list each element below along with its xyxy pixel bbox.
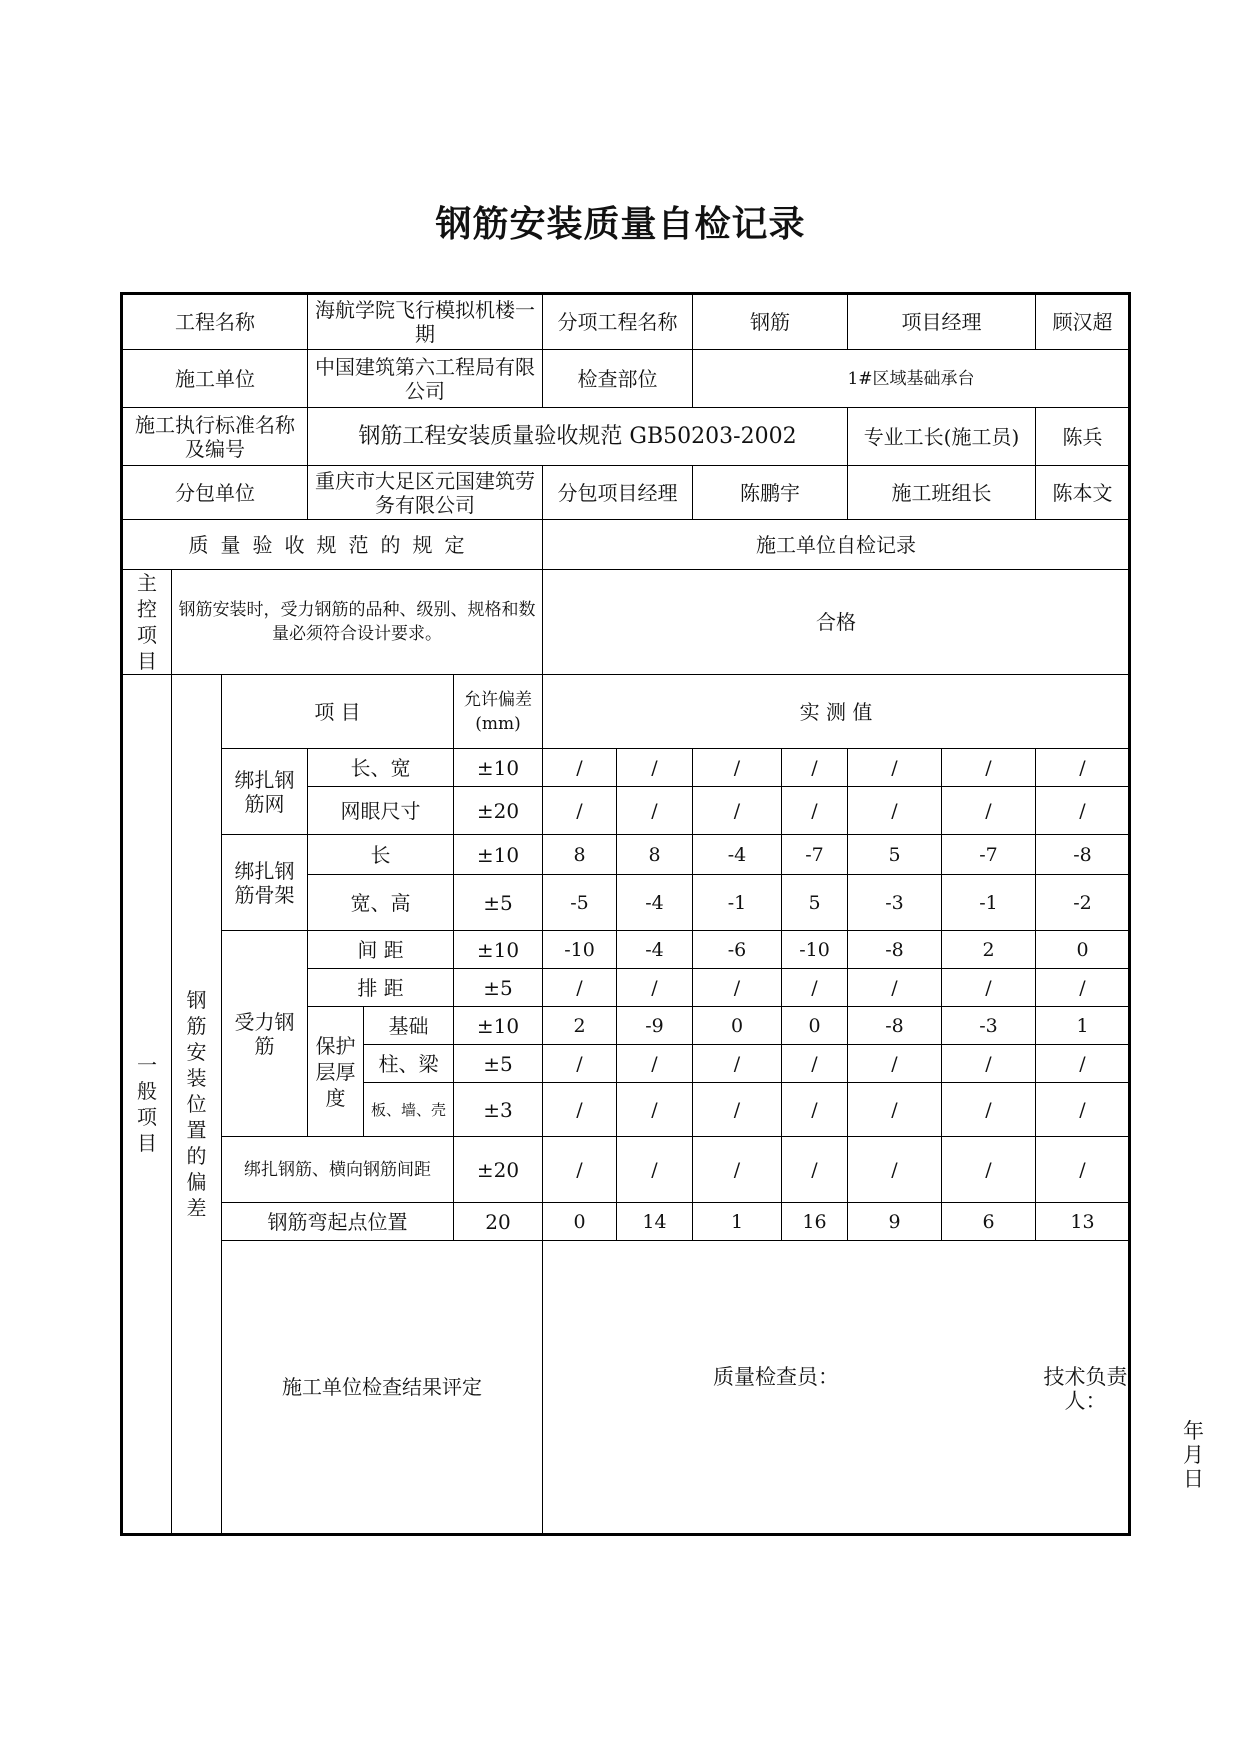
measured-value: -10 <box>543 931 617 969</box>
item-label: 柱、梁 <box>364 1045 454 1083</box>
measured-value: 8 <box>543 835 617 875</box>
measured-value: 6 <box>942 1203 1036 1241</box>
tolerance-value: ±10 <box>454 835 543 875</box>
measured-value: / <box>782 969 848 1007</box>
subcontractor-label: 分包单位 <box>122 466 308 520</box>
measured-value: -3 <box>942 1007 1036 1045</box>
measured-value: / <box>848 787 942 835</box>
measured-value: 2 <box>942 931 1036 969</box>
measured-value: -9 <box>617 1007 693 1045</box>
main-control-result: 合格 <box>543 570 1130 675</box>
measured-value: -7 <box>942 835 1036 875</box>
measured-value: / <box>942 749 1036 787</box>
measured-value: 16 <box>782 1203 848 1241</box>
item-label: 钢筋弯起点位置 <box>222 1203 454 1241</box>
tolerance-value: ±20 <box>454 1137 543 1203</box>
measured-value: / <box>1036 969 1130 1007</box>
main-control-label: 主控项目 <box>122 570 172 675</box>
measured-value: / <box>617 1083 693 1137</box>
tolerance-value: ±5 <box>454 1045 543 1083</box>
measured-value: / <box>942 787 1036 835</box>
project-name-label: 工程名称 <box>122 294 308 350</box>
contractor-label: 施工单位 <box>122 350 308 408</box>
project-name-value: 海航学院飞行模拟机楼一期 <box>308 294 543 350</box>
measured-value: / <box>617 969 693 1007</box>
measured-value: -1 <box>693 875 782 931</box>
measured-value: / <box>782 1083 848 1137</box>
measured-value: / <box>848 1045 942 1083</box>
measured-value: 1 <box>693 1203 782 1241</box>
measured-value: / <box>942 1137 1036 1203</box>
measured-value: / <box>1036 1045 1130 1083</box>
tech-lead-label: 技术负责人： <box>1043 1365 1128 1413</box>
measured-value: / <box>543 1045 617 1083</box>
sub-project-value: 钢筋 <box>693 294 848 350</box>
measured-value: -10 <box>782 931 848 969</box>
col-measured-header: 实 测 值 <box>543 675 1130 749</box>
foreman-value: 陈兵 <box>1036 408 1130 466</box>
measured-value: / <box>848 1083 942 1137</box>
tolerance-value: ±10 <box>454 749 543 787</box>
measured-value: / <box>693 969 782 1007</box>
tolerance-value: ±20 <box>454 787 543 835</box>
sub-project-label: 分项工程名称 <box>543 294 693 350</box>
measured-value: 5 <box>782 875 848 931</box>
item-label: 长 <box>308 835 454 875</box>
measured-value: -7 <box>782 835 848 875</box>
measured-value: / <box>543 1083 617 1137</box>
measured-value: / <box>543 969 617 1007</box>
rebar-label: 受力钢筋 <box>222 931 308 1137</box>
measured-value: / <box>782 1137 848 1203</box>
pm-value: 顾汉超 <box>1036 294 1130 350</box>
measured-value: -4 <box>617 931 693 969</box>
measured-value: / <box>1036 1137 1130 1203</box>
measured-value: / <box>543 749 617 787</box>
team-leader-value: 陈本文 <box>1036 466 1130 520</box>
quality-inspector-label: 质量检查员： <box>713 1365 839 1389</box>
measured-value: / <box>693 1045 782 1083</box>
measured-value: / <box>942 1045 1036 1083</box>
measured-value: 9 <box>848 1203 942 1241</box>
measured-value: -6 <box>693 931 782 969</box>
measured-value: 14 <box>617 1203 693 1241</box>
tolerance-value: ±3 <box>454 1083 543 1137</box>
item-label: 长、宽 <box>308 749 454 787</box>
evaluation-label: 施工单位检查结果评定 <box>222 1241 543 1535</box>
spec-right-header: 施工单位自检记录 <box>543 520 1130 570</box>
contractor-value: 中国建筑第六工程局有限公司 <box>308 350 543 408</box>
team-leader-label: 施工班组长 <box>848 466 1036 520</box>
foreman-label: 专业工长(施工员) <box>848 408 1036 466</box>
measured-value: / <box>543 787 617 835</box>
measured-value: 8 <box>617 835 693 875</box>
measured-value: 2 <box>543 1007 617 1045</box>
item-label: 网眼尺寸 <box>308 787 454 835</box>
measured-value: 0 <box>1036 931 1130 969</box>
measured-value: / <box>782 749 848 787</box>
measured-value: -3 <box>848 875 942 931</box>
mesh-label: 绑扎钢筋网 <box>222 749 308 835</box>
cover-thickness-label: 保护层厚度 <box>308 1007 364 1137</box>
measured-value: 0 <box>693 1007 782 1045</box>
item-label: 基础 <box>364 1007 454 1045</box>
measured-value: / <box>848 969 942 1007</box>
measured-value: / <box>942 1083 1036 1137</box>
measured-value: 5 <box>848 835 942 875</box>
inspect-part-value: 1#区域基础承台 <box>693 350 1130 408</box>
tolerance-value: 20 <box>454 1203 543 1241</box>
main-control-requirement: 钢筋安装时，受力钢筋的品种、级别、规格和数量必须符合设计要求。 <box>172 570 543 675</box>
item-label: 排 距 <box>308 969 454 1007</box>
measured-value: / <box>848 1137 942 1203</box>
measured-value: / <box>1036 749 1130 787</box>
item-label: 宽、高 <box>308 875 454 931</box>
col-item-header: 项 目 <box>222 675 454 749</box>
measured-value: / <box>617 787 693 835</box>
tolerance-value: ±10 <box>454 1007 543 1045</box>
item-label: 板、墙、壳 <box>364 1083 454 1137</box>
measured-value: / <box>617 1137 693 1203</box>
evaluation-signature-area <box>543 1241 1204 1535</box>
measured-value: / <box>1036 1083 1130 1137</box>
measured-value: -4 <box>693 835 782 875</box>
measured-value: -8 <box>848 931 942 969</box>
pm-label: 项目经理 <box>848 294 1036 350</box>
measured-value: 0 <box>543 1203 617 1241</box>
sub-pm-label: 分包项目经理 <box>543 466 693 520</box>
measured-value: 13 <box>1036 1203 1130 1241</box>
measured-value: / <box>543 1137 617 1203</box>
tolerance-value: ±5 <box>454 969 543 1007</box>
measured-value: / <box>782 787 848 835</box>
measured-value: / <box>942 969 1036 1007</box>
measured-value: / <box>693 1137 782 1203</box>
general-label: 一般项目 <box>122 675 172 1535</box>
sub-pm-value: 陈鹏宇 <box>693 466 848 520</box>
subcontractor-value: 重庆市大足区元国建筑劳务有限公司 <box>308 466 543 520</box>
tolerance-value: ±10 <box>454 931 543 969</box>
measured-value: -8 <box>1036 835 1130 875</box>
standard-value: 钢筋工程安装质量验收规范 GB50203-2002 <box>308 408 848 466</box>
spec-left-header: 质量验收规范的规定 <box>122 520 543 570</box>
measured-value: / <box>1036 787 1130 835</box>
measured-value: 0 <box>782 1007 848 1045</box>
measured-value: -5 <box>543 875 617 931</box>
document-title: 钢筋安装质量自检记录 <box>435 204 806 245</box>
measured-value: / <box>782 1045 848 1083</box>
inspect-part-label: 检查部位 <box>543 350 693 408</box>
measured-value: -8 <box>848 1007 942 1045</box>
item-label: 绑扎钢筋、横向钢筋间距 <box>222 1137 454 1203</box>
date-label: 年 月 日 <box>1183 1419 1204 1491</box>
measured-value: / <box>693 787 782 835</box>
inspection-form <box>120 292 1204 1536</box>
standard-label: 施工执行标准名称及编号 <box>122 408 308 466</box>
measured-value: / <box>617 1045 693 1083</box>
measured-value: / <box>693 1083 782 1137</box>
col-tolerance-header: 允许偏差(mm) <box>454 675 543 749</box>
measured-value: -2 <box>1036 875 1130 931</box>
tolerance-value: ±5 <box>454 875 543 931</box>
item-label: 间 距 <box>308 931 454 969</box>
measured-value: / <box>617 749 693 787</box>
measured-value: -1 <box>942 875 1036 931</box>
measured-value: / <box>693 749 782 787</box>
measured-value: / <box>848 749 942 787</box>
measured-value: 1 <box>1036 1007 1130 1045</box>
measured-value: -4 <box>617 875 693 931</box>
general-group-label: 钢筋安装位置的偏差 <box>172 675 222 1535</box>
cage-label: 绑扎钢筋骨架 <box>222 835 308 931</box>
